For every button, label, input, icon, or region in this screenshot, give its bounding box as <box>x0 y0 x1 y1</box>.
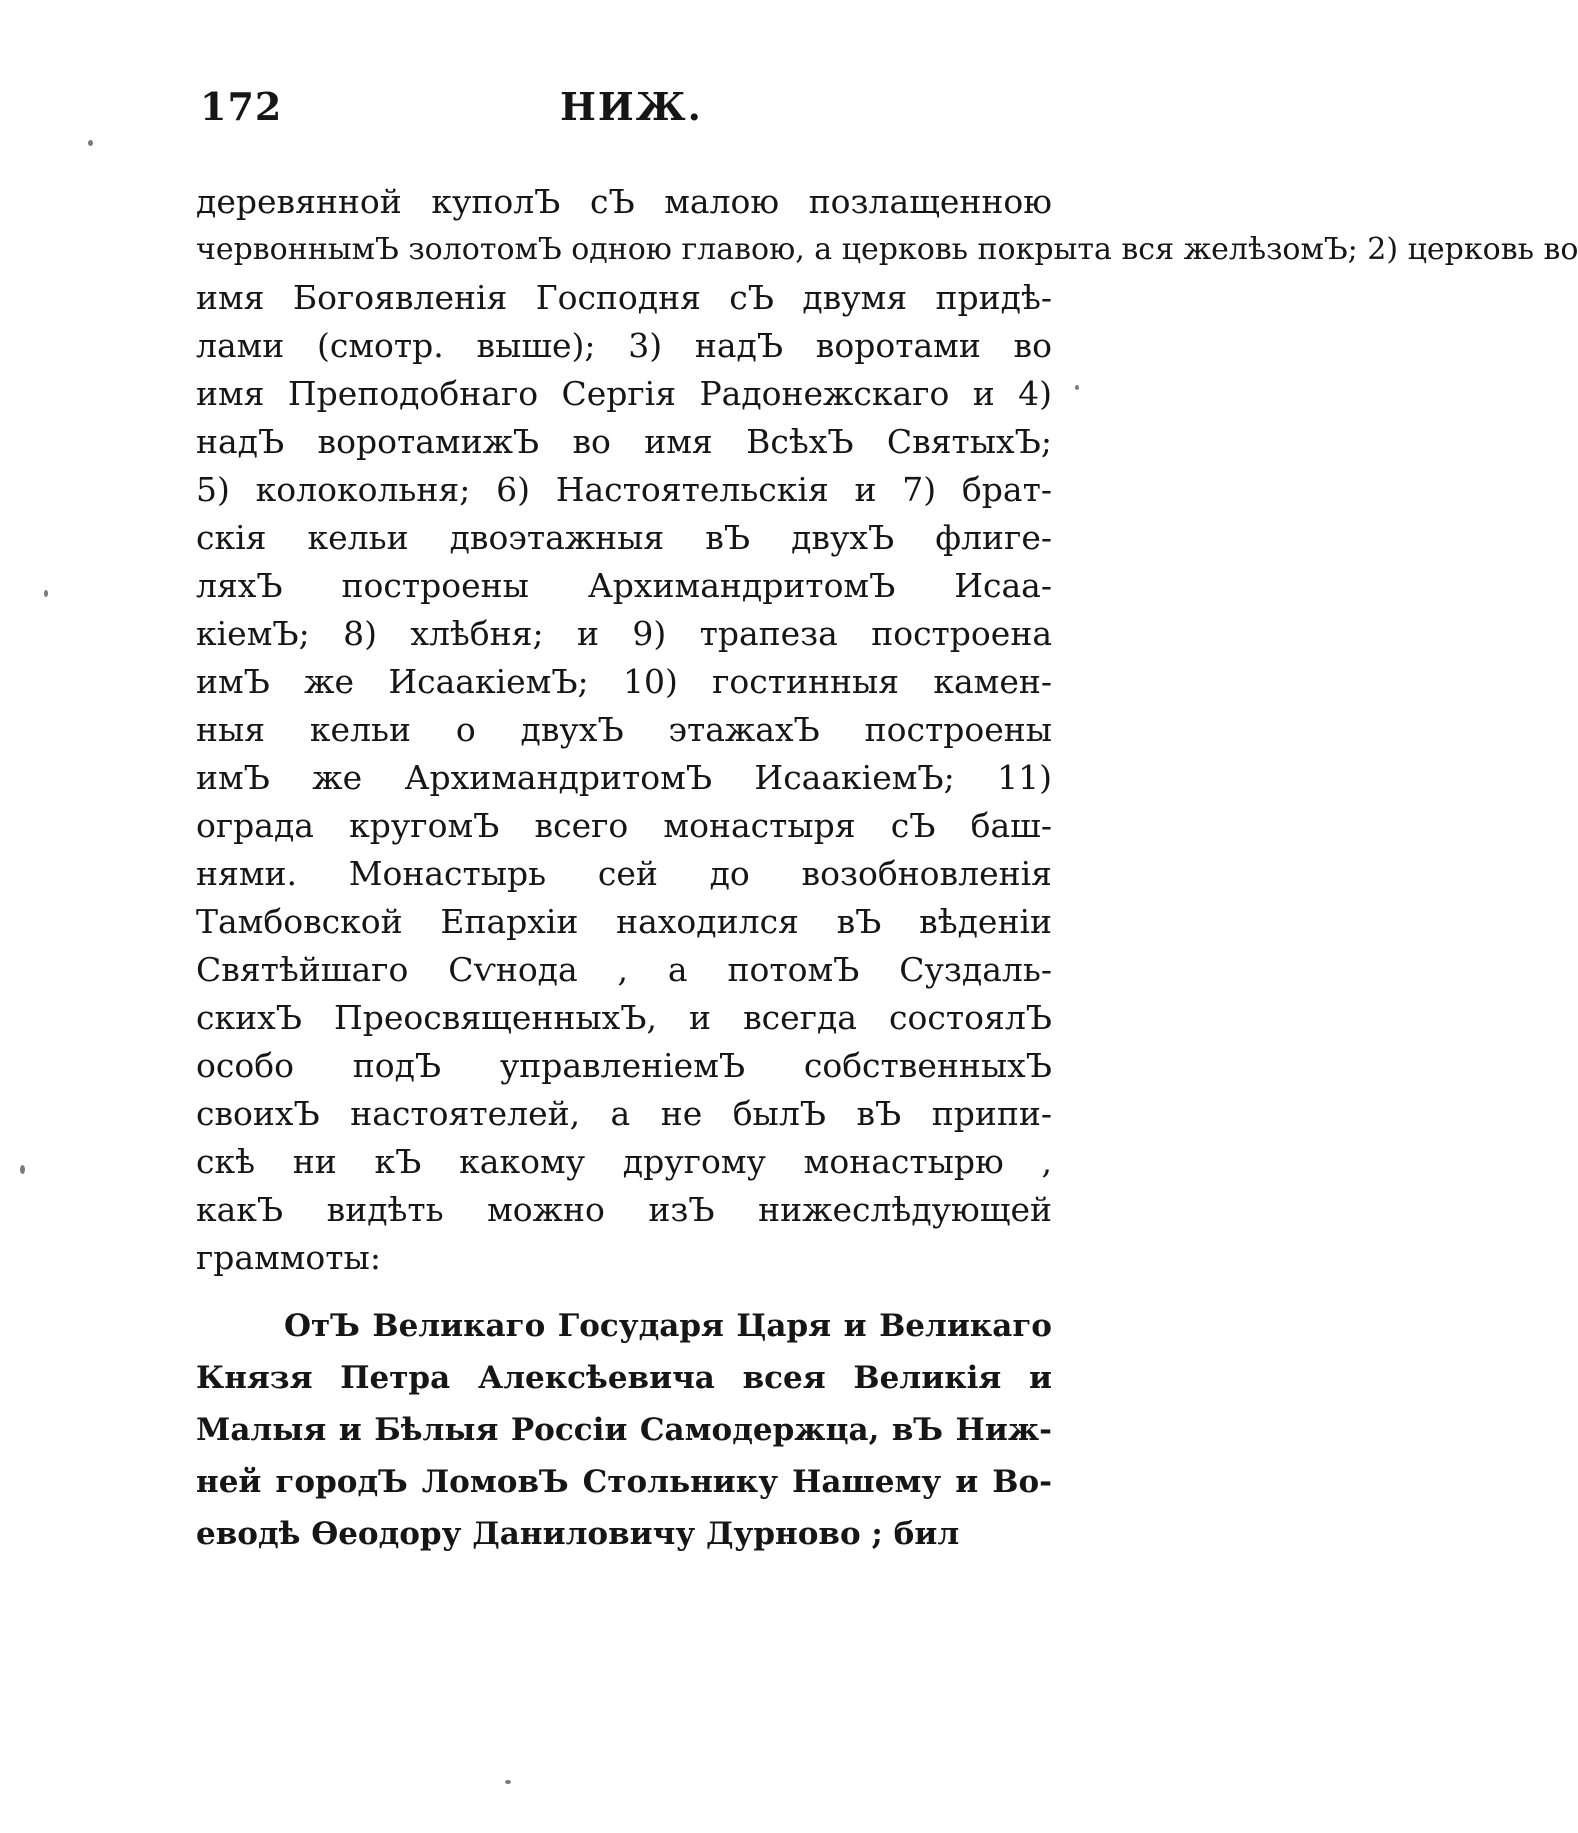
text-line: имя Преподобнаго Сергія Радонежскаго и 4) <box>196 374 1052 413</box>
text-line: деревянной куполЪ сЪ малою позлащенною <box>196 182 1052 221</box>
paper-speck <box>505 1780 511 1784</box>
text-line: Тамбовской Епархіи находился вЪ вѣденіи <box>196 902 1052 941</box>
main-paragraph <box>196 178 1578 1282</box>
text-line: скихЪ ПреосвященныхЪ, и всегда состоялЪ <box>196 998 1052 1037</box>
text-line: ныя кельи о двухЪ этажахЪ построены <box>196 710 1052 749</box>
text-line: надЪ воротамижЪ во имя ВсѣхЪ СвятыхЪ; <box>196 422 1052 461</box>
paper-speck <box>88 140 93 146</box>
text-line: своихЪ настоятелей, а не былЪ вЪ припи- <box>196 1094 1052 1133</box>
text-line: кіемЪ; 8) хлѣбня; и 9) трапеза построена <box>196 614 1052 653</box>
charter-line: ней городЪ ЛомовЪ Стольнику Нашему и Во- <box>196 1464 1052 1500</box>
text-line: имя Богоявленія Господня сЪ двумя придѣ- <box>196 278 1052 317</box>
text-line: ляхЪ построены АрхимандритомЪ Исаа- <box>196 566 1052 605</box>
page-header <box>200 84 960 140</box>
text-line: червоннымЪ золотомЪ одною главою, а церковь покрыта вся желѣзомЪ; 2) церковь во <box>196 232 1578 267</box>
text-line: Святѣйшаго Сѵнода , а потомЪ Суздаль- <box>196 950 1052 989</box>
paper-speck <box>20 1165 25 1174</box>
charter-line: Князя Петра Алексѣевича всея Великія и <box>196 1360 1052 1396</box>
text-line: лами (смотр. выше); 3) надЪ воротами во <box>196 326 1052 365</box>
text-line: граммоты: <box>196 1238 381 1277</box>
text-line: какЪ видѣть можно изЪ нижеслѣдующей <box>196 1190 1052 1229</box>
text-line: скѣ ни кЪ какому другому монастырю , <box>196 1142 1052 1181</box>
charter-line: еводѣ Ѳеодору Даниловичу Дурново ; бил <box>196 1516 960 1552</box>
running-head: НИЖ. <box>560 84 703 129</box>
text-line: ограда кругомЪ всего монастыря сЪ баш- <box>196 806 1052 845</box>
paper-speck <box>1075 385 1079 390</box>
text-line: особо подЪ управленіемЪ собственныхЪ <box>196 1046 1052 1085</box>
text-line: скія кельи двоэтажныя вЪ двухЪ флиге- <box>196 518 1052 557</box>
charter-line: ОтЪ Великаго Государя Царя и Великаго <box>284 1308 1052 1344</box>
text-line: имЪ же АрхимандритомЪ ИсаакіемЪ; 11) <box>196 758 1052 797</box>
paper-speck <box>44 590 48 597</box>
page-number: 172 <box>200 84 283 129</box>
charter-text <box>196 1300 1052 1560</box>
text-line: имЪ же ИсаакіемЪ; 10) гостинныя камен- <box>196 662 1052 701</box>
text-line: нями. Монастырь сей до возобновленія <box>196 854 1052 893</box>
text-line: 5) колокольня; 6) Настоятельскія и 7) брат- <box>196 470 1052 509</box>
charter-line: Малыя и Бѣлыя Россіи Самодержца, вЪ Ниж- <box>196 1412 1052 1448</box>
